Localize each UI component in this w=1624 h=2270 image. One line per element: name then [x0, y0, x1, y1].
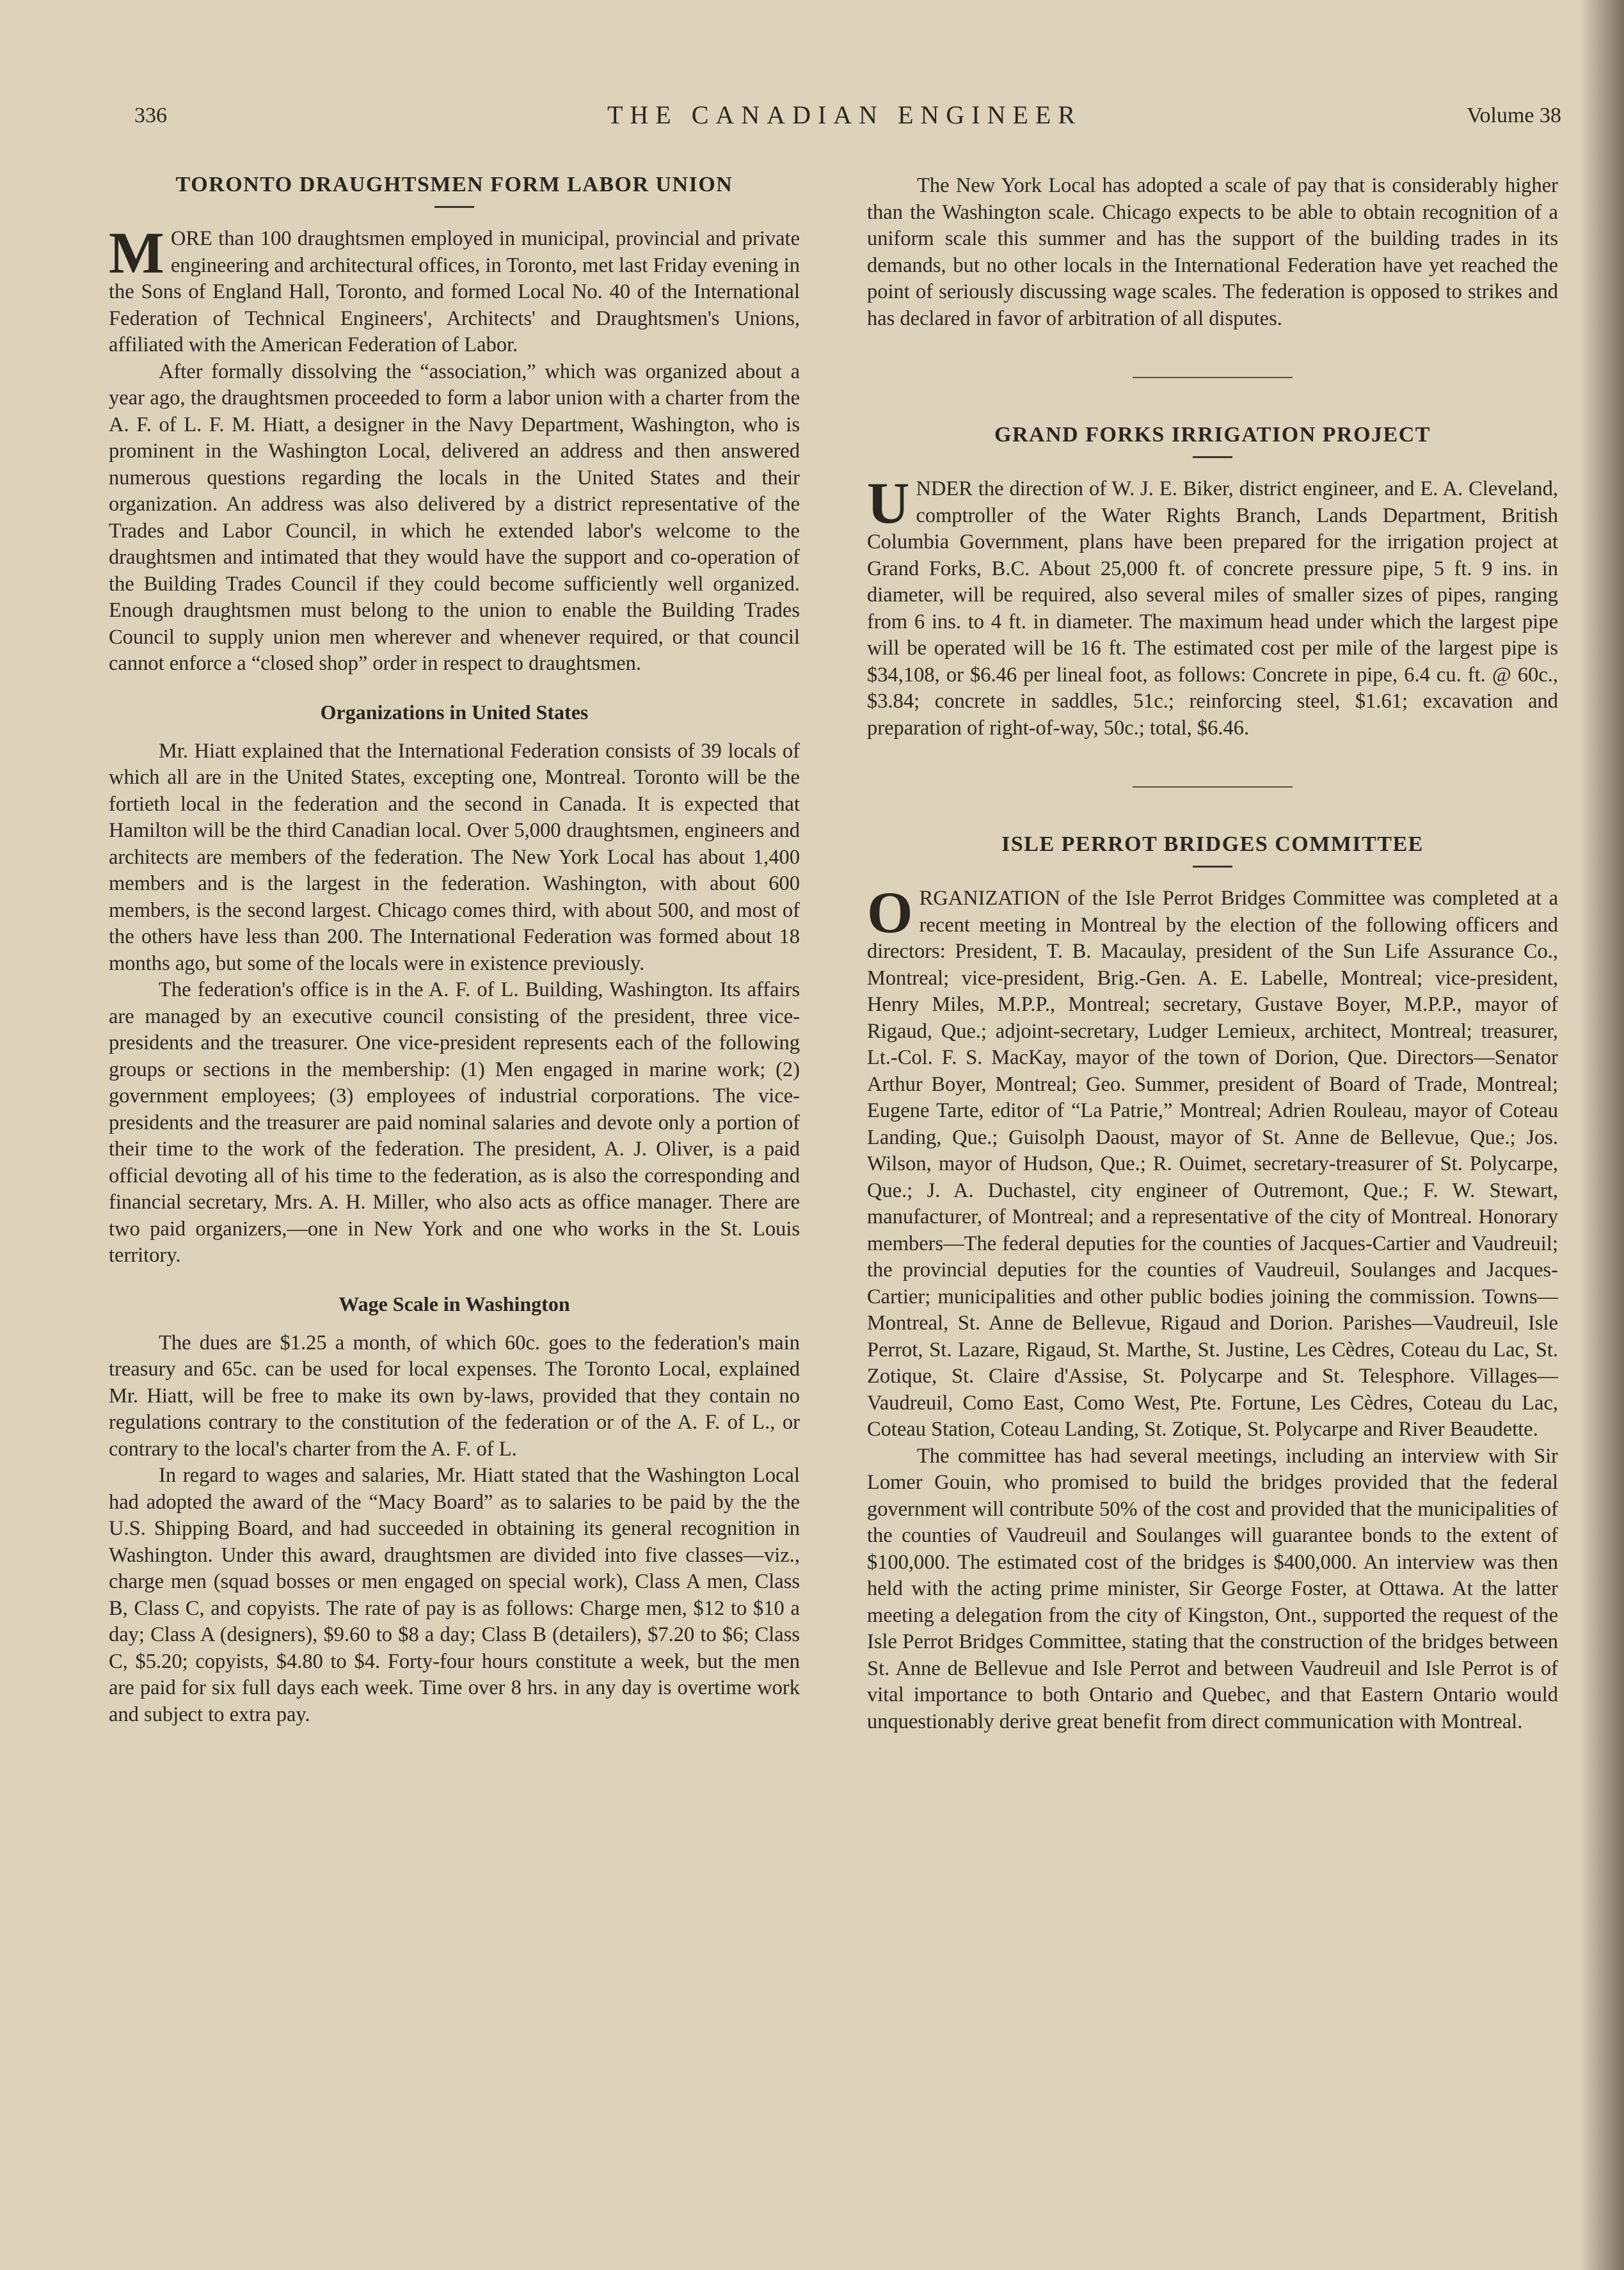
- lead-paragraph: [867, 470, 1558, 742]
- lead-caps: NDER: [916, 477, 973, 500]
- body-paragraph: In regard to wages and salaries, Mr. Hiatt stated that the Washington Local had adopted the award of the “Macy Board” as to salaries to be paid by the the U.S. Shipping Board, and had succeeded in obtaining its general recognition in Washington. Under this award, draughtsmen are divided into five classes—viz., charge men (squad bosses or men engaged on special work), Class A men, Class B, Class C, and copyists. The rate of pay is as follows: Charge men, $12 to $10 a day; Class A (designers), $9.60 to $8 a day; Class B (detailers), $7.20 to $6; Class C, $5.20; copyists, $4.80 to $4. Forty-four hours constitute a week, but the men are paid for six full days each week. Time over 8 hrs. in any day is overtime work and subject to extra pay.: [109, 1464, 800, 1726]
- drop-cap: U: [867, 470, 910, 536]
- headline-rule: [434, 206, 474, 208]
- right-column: [867, 173, 1558, 1748]
- article-separator: [1133, 377, 1293, 378]
- headline-rule: [1193, 866, 1232, 868]
- body-paragraph: The federation's office is in the A. F. of L. Building, Washington. Its affairs are managed by an executive council consisting of the president, three vice-presidents and the treasurer. One vice-president represents each of the following groups or sections in the membership: (1) Men engaged in marine work; (2) government employees; (3) employees of industrial corporations. The vice-presidents and the treasurer are paid nominal salaries and devote only a portion of their time to the work of the federation. The president, A. J. Oliver, is a paid official devoting all of his time to the federation, as is also the corresponding and financial secretary, Mrs. A. H. Miller, who also acts as office manager. There are two paid organizers,—one in New York and one who works in the St. Louis territory.: [109, 978, 800, 1267]
- page-number: 336: [134, 104, 167, 127]
- lead-caps: RGANIZATION: [919, 887, 1060, 910]
- body-paragraph: The committee has had several meetings, including an interview with Sir Lomer Gouin, who promised to build the bridges provided that the federal government will contribute 50% of the cost and provided that the municipalities of the counties of Vaudreuil and Soulanges will guarantee bonds to the extent of $100,000. The estimated cost of the bridges is $400,000. An interview was then held with the acting prime minister, Sir George Foster, at Ottawa. At the latter meeting a delegation from the city of Kingston, Ont., supported the request of the Isle Perrot Bridges Committee, stating that the construction of the bridges between St. Anne de Bellevue and Isle Perrot and between Vaudreuil and Isle Perrot is of vital importance to both Ontario and Quebec, and that Eastern Ontario would unquestionably derive great benefit from direct communication with Montreal.: [867, 1444, 1558, 1733]
- headline-rule: [1193, 456, 1232, 458]
- article-grand-forks: [867, 423, 1558, 742]
- subheading: Wage Scale in Washington: [338, 1292, 570, 1315]
- left-column: [109, 173, 800, 1741]
- article-isle-perrot: [867, 832, 1558, 1735]
- drop-cap: M: [109, 220, 164, 285]
- body-paragraph: After formally dissolving the “association,” which was organized about a year ago, the draughtsmen proceeded to form a labor union with a charter from the A. F. of L. F. M. Hiatt, a designer in the Navy Department, Washington, who is prominent in the Washington Local, delivered an address and then answered numerous questions regarding the locals in the United States and their organization. An address was also delivered by a district representative of the Trades and Labor Council, in which he extended labor's welcome to the draughtsmen and intimated that they would have the support and co-operation of the Building Trades Council if they could become sufficiently well organized. Enough draughtsmen must belong to the union to enable the Building Trades Council to supply union men wherever and whenever required, or that council cannot enforce a “closed shop” order in respect to draughtsmen.: [109, 360, 800, 675]
- body-paragraph: The New York Local has adopted a scale of pay that is considerably higher than the Washington scale. Chicago expects to be able to obtain recognition of a uniform scale this summer and has the support of the building trades in its demands, but no other locals in the International Federation have yet reached the point of seriously discussing wage scales. The federation is opposed to strikes and has declared in favor of arbitration of all disputes.: [867, 174, 1558, 330]
- article-separator: [1133, 786, 1293, 788]
- page-header: [128, 96, 1561, 141]
- lead-text: of the Isle Perrot Bridges Committee was completed at a recent meeting in Montreal by the election of the following officers and directors: President, T. B. Macaulay, president of the Sun Life Assurance Co., Montreal; vice-president, Brig.-Gen. A. E. Labelle, Montreal; vice-president, Henry Miles, M.P.P., Montreal; secretary, Gustave Boyer, M.P.P., mayor of Rigaud, Que.; adjoint-secretary, Ludger Lemieux, architect, Montreal; treasurer, Lt.-Col. F. S. MacKay, mayor of the town of Dorion, Que. Directors—Senator Arthur Boyer, Montreal; Geo. Summer, president of Board of Trade, Montreal; Eugene Tarte, editor of “La Patrie,” Montreal; Adrien Rouleau, mayor of Coteau Landing, Que.; Guisolph Daoust, mayor of St. Anne de Bellevue, Que.; Jos. Wilson, mayor of Hudson, Que.; R. Ouimet, secretary-treasurer of St. Polycarpe, Que.; J. A. Duchastel, city engineer of Outremont, Que.; F. W. Stewart, manufacturer, of Montreal; and a representative of the city of Montreal. Honorary members—The federal deputies for the counties of Jacques-Cartier and Vaudreuil; the provincial deputies for the counties of Vaudreuil, Soulanges and Jacques-Cartier; municipalities and other public bodies joining the commission. Towns—Montreal, St. Anne de Bellevue, Rigaud and Dorion. Parishes—Vaudreuil, Isle Perrot, St. Lazare, Rigaud, St. Marthe, St. Justine, Les Cèdres, Coteau du Lac, St. Zotique, St. Claire d'Assise, St. Polycarpe and St. Telesphore. Villages—Vaudreuil, Como East, Como West, Pte. Fortune, Les Cèdres, Coteau du Lac, Coteau Station, Coteau Landing, St. Zotique, St. Polycarpe and River Beaudette.: [867, 887, 1558, 1441]
- body-paragraph: The dues are $1.25 a month, of which 60c. goes to the federation's main treasury and 65c. can be used for local expenses. The Toronto Local, explained Mr. Hiatt, will be free to make its own by-laws, provided that they contain no regulations contrary to the constitution of the federation or of the A. F. of L., or contrary to the local's charter from the A. F. of L.: [109, 1331, 800, 1461]
- article-headline: GRAND FORKS IRRIGATION PROJECT: [994, 423, 1431, 447]
- page-edge-shadow: [1579, 0, 1624, 2270]
- subheading: Organizations in United States: [320, 700, 589, 724]
- drop-cap: O: [867, 880, 913, 945]
- running-title: THE CANADIAN ENGINEER: [607, 100, 1083, 129]
- lead-paragraph: [867, 880, 1558, 1443]
- volume-label: Volume 38: [1467, 104, 1561, 127]
- lead-paragraph: [109, 220, 800, 359]
- lead-text: than 100 draughtsmen employed in municipal, provincial and private engineering and architectural offices, in Toronto, met last Friday evening in the Sons of England Hall, Toronto, and formed Local No. 40 of the International Federation of Technical Engineers', Architects' and Draughtsmen's Unions, affiliated with the American Federation of Labor.: [109, 227, 800, 356]
- lead-text: the direction of W. J. E. Biker, district engineer, and E. A. Cleveland, comptroller of the Water Rights Branch, Lands Department, British Columbia Government, plans have been prepared for the irrigation project at Grand Forks, B.C. About 25,000 ft. of concrete pressure pipe, 5 ft. 9 ins. in diameter, will be required, also several miles of smaller sizes of pipes, ranging from 6 ins. to 4 ft. in diameter. The maximum head under which the largest pipe will be operated will be 16 ft. The estimated cost per mile of the largest pipe is $34,108, or $6.46 per lineal foot, as follows: Concrete in pipe, 6.4 cu. ft. @ 60c., $3.84; concrete in saddles, 51c.; reinforcing steel, $1.61; excavation and preparation of right-of-way, 50c.; total, $6.46.: [867, 477, 1558, 740]
- lead-caps: ORE: [170, 227, 212, 250]
- body-paragraph: Mr. Hiatt explained that the International Federation consists of 39 locals of which all are in the United States, excepting one, Montreal. Toronto will be the fortieth local in the federation and the second in Canada. It is expected that Hamilton will be the third Canadian local. Over 5,000 draughtsmen, engineers and architects are members of the federation. The New York Local has about 1,400 members and is the largest in the federation. Washington, with about 600 members, is the second largest. Chicago comes third, with about 500, and most of the others have less than 200. The International Federation was formed about 18 months ago, but some of the locals were in existence previously.: [109, 739, 800, 975]
- article-toronto-draughtsmen: [109, 173, 800, 1728]
- article-headline: TORONTO DRAUGHTSMEN FORM LABOR UNION: [175, 173, 733, 196]
- article-headline: ISLE PERROT BRIDGES COMMITTEE: [1001, 832, 1424, 856]
- article-toronto-continued: [867, 173, 1558, 332]
